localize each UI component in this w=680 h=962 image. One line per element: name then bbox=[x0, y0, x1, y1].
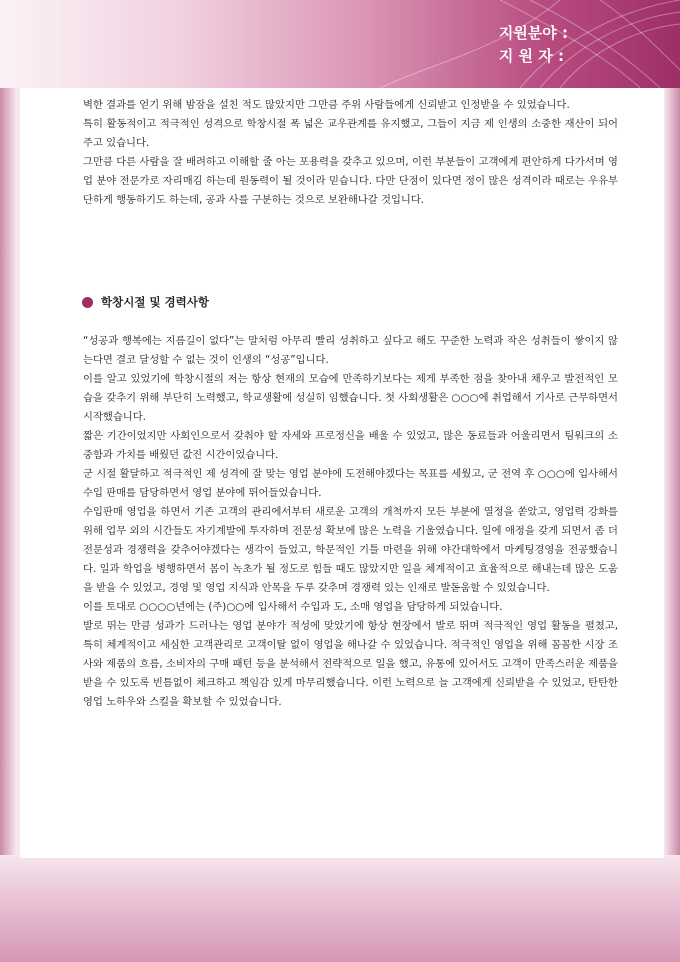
paragraph: 이를 알고 있었기에 학창시절의 저는 항상 현재의 모습에 만족하기보다는 제게 부족한 점을 찾아내 채우고 발전적인 모습을 갖추기 위해 부단히 노력했고, 학교생활에 성실히 임했습니다. 첫 사회생활은 ○○○에 취업해서 기사로 근무하면서 시작했습니다. bbox=[83, 373, 618, 423]
intro-text bbox=[83, 96, 618, 210]
paragraph: 발로 뛰는 만큼 성과가 드러나는 영업 분야가 적성에 맞았기에 항상 현장에서 발로 뛰며 적극적인 영업 활동을 펼쳤고, 특히 체계적이고 세심한 고객관리로 고객이탈 없이 영업을 해나갈 수 있었습니다. 적극적인 영업을 위해 꼼꼼한 시장 조사와 제품의 흐름, 소비자의 구매 패턴 등을 분석해서 전략적으로 일을 했고, 유통에 있어서도 고객이 만족스러운 제품을 받을 수 있도록 빈틈없이 체크하고 책임감 있게 마무리했습니다. 이런 노력으로 늘 고객에게 신뢰받을 수 있었고, 탄탄한 영업 노하우와 스킬을 확보할 수 있었습니다. bbox=[83, 620, 618, 708]
applicant-label: 지 원 자 : bbox=[498, 47, 564, 65]
paragraph: “성공과 행복에는 지름길이 없다”는 말처럼 아무리 빨리 성취하고 싶다고 해도 꾸준한 노력과 작은 성취들이 쌓이지 않는다면 결코 달성할 수 없는 것이 인생의 “성공”입니다. bbox=[83, 335, 618, 366]
career-text bbox=[83, 332, 618, 712]
section-heading bbox=[82, 292, 209, 312]
paragraph: 이를 토대로 ○○○○년에는 (주)○○에 입사해서 수입과 도, 소매 영업을 담당하게 되었습니다. bbox=[83, 601, 503, 613]
footer-decoration bbox=[0, 855, 680, 962]
paragraph: 짧은 기간이었지만 사회인으로서 갖춰야 할 자세와 프로정신을 배울 수 있었고, 많은 동료들과 어울리면서 팀워크의 소중함과 가치를 배웠던 값진 시간이었습니다. bbox=[83, 430, 618, 461]
paragraph: 군 시절 활달하고 적극적인 제 성격에 잘 맞는 영업 분야에 도전해야겠다는 목표를 세웠고, 군 전역 후 ○○○에 입사해서 수입 판매를 담당하면서 영업 분야에 뛰어들었습니다. bbox=[83, 468, 618, 499]
header-banner bbox=[0, 0, 680, 88]
header-swirl-decoration bbox=[0, 0, 680, 88]
document-body bbox=[20, 88, 664, 858]
section-title: 학창시절 및 경력사항 bbox=[101, 295, 209, 309]
bullet-icon bbox=[82, 297, 93, 308]
paragraph: 수입판매 영업을 하면서 기존 고객의 관리에서부터 새로운 고객의 개척까지 모든 부분에 열정을 쏟았고, 영업력 강화를 위해 업무 외의 시간들도 자기계발에 투자하며 전문성 확보에 많은 노력을 기울였습니다. 일에 애정을 갖게 되면서 좀 더 전문성과 경쟁력을 갖추어야겠다는 생각이 들었고, 학문적인 기틀 마련을 위해 야간대학에서 마케팅경영을 전공했습니다. 일과 학업을 병행하면서 몸이 녹초가 될 정도로 힘들 때도 많았지만 일을 체계적이고 효율적으로 해내는데 많은 도움을 받을 수 있었고, 경영 및 영업 지식과 안목을 두루 갖추며 경쟁력 있는 인재로 발돋움할 수 있었습니다. bbox=[83, 506, 618, 594]
paragraph: 그만큼 다른 사람을 잘 배려하고 이해할 줄 아는 포용력을 갖추고 있으며, 이런 부분들이 고객에게 편안하게 다가서며 영업 분야 전문가로 자리매김 하는데 원동력이 될 것이라 믿습니다. 다만 단점이 있다면 정이 많은 성격이라 때로는 우유부단하게 행동하기도 하는데, 공과 사를 구분하는 것으로 보완해나갈 것입니다. bbox=[83, 156, 618, 206]
header-labels bbox=[499, 22, 568, 68]
paragraph: 벽한 결과를 얻기 위해 밤잠을 설친 적도 많았지만 그만큼 주위 사람들에게 신뢰받고 인정받을 수 있었습니다. bbox=[83, 99, 570, 111]
paragraph: 특히 활동적이고 적극적인 성격으로 학창시절 폭 넓은 교우관계를 유지했고, 그들이 지금 제 인생의 소중한 재산이 되어주고 있습니다. bbox=[83, 118, 618, 149]
field-label: 지원분야 : bbox=[498, 24, 568, 42]
